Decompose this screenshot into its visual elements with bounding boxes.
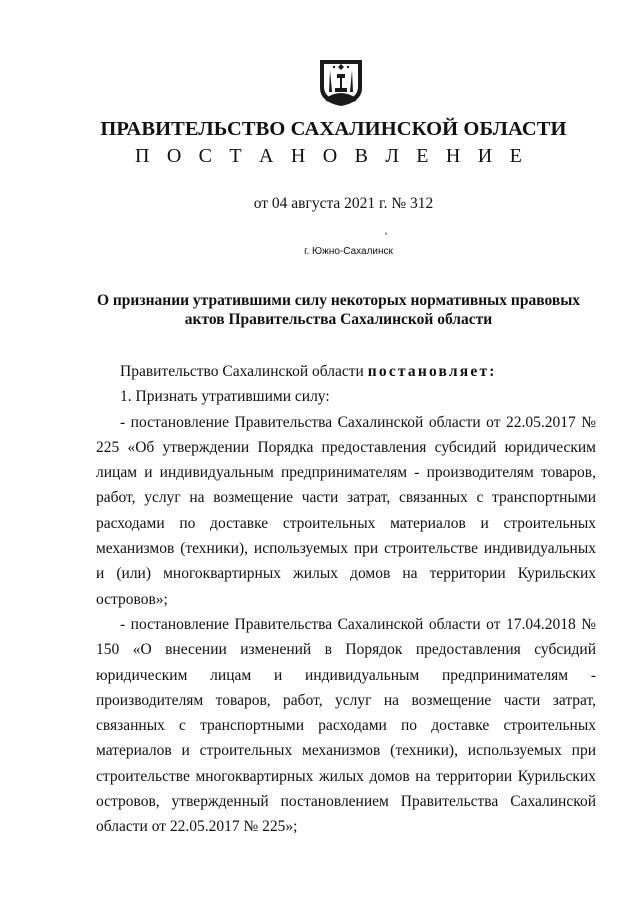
intro-paragraph: [96, 359, 596, 384]
intro-lead: Правительство Сахалинской области: [120, 363, 368, 380]
bullet-2-paragraph: - постановление Правительства Сахалинской области от 17.04.2018 № 150 «О внесении изменений в Порядок предоставления субсидий юридическим лицам и индивидуальным предпринимателям - производителям товаров, работ, услуг на возмещение части затрат, связанных с транспортными расходами по доставке строительных материалов и строительных механизмов (техники), используемых при строительстве многоквартирных жилых домов на территории Курильских островов, утвержденный постановлением Правительства Сахалинской области от 22.05.2017 № 225»;: [96, 615, 596, 836]
subject-line-2: актов Правительства Сахалинской области: [184, 311, 493, 328]
document-body: [96, 359, 596, 840]
intro-action: постановляет:: [367, 363, 497, 380]
document-type-title: П О С Т А Н О В Л Е Н И Е: [135, 145, 528, 167]
item-1-paragraph: 1. Признать утратившими силу:: [120, 388, 330, 406]
bullet-1-paragraph: - постановление Правительства Сахалинской области от 22.05.2017 № 225 «Об утверждении Порядка предоставления субсидий юридическим лицам и индивидуальным предпринимателям - производителям товаров, работ, услуг на возмещение части затрат, связанных с транспортными расходами по доставке строительных материалов и строительных механизмов (техники), используемых при строительстве индивидуальных и (или) многоквартирных жилых домов на территории Курильских островов»;: [96, 413, 596, 608]
document-city: г. Южно-Сахалинск: [304, 246, 393, 257]
document-date-number: от 04 августа 2021 г. № 312: [253, 195, 434, 212]
scan-speck: ₑ: [385, 226, 388, 236]
coat-of-arms-emblem: [318, 58, 364, 108]
subject-line-1: О признании утратившими силу некоторых нормативных правовых: [96, 292, 581, 309]
government-title: ПРАВИТЕЛЬСТВО САХАЛИНСКОЙ ОБЛАСТИ: [100, 118, 567, 140]
document-subject: [0, 291, 637, 329]
